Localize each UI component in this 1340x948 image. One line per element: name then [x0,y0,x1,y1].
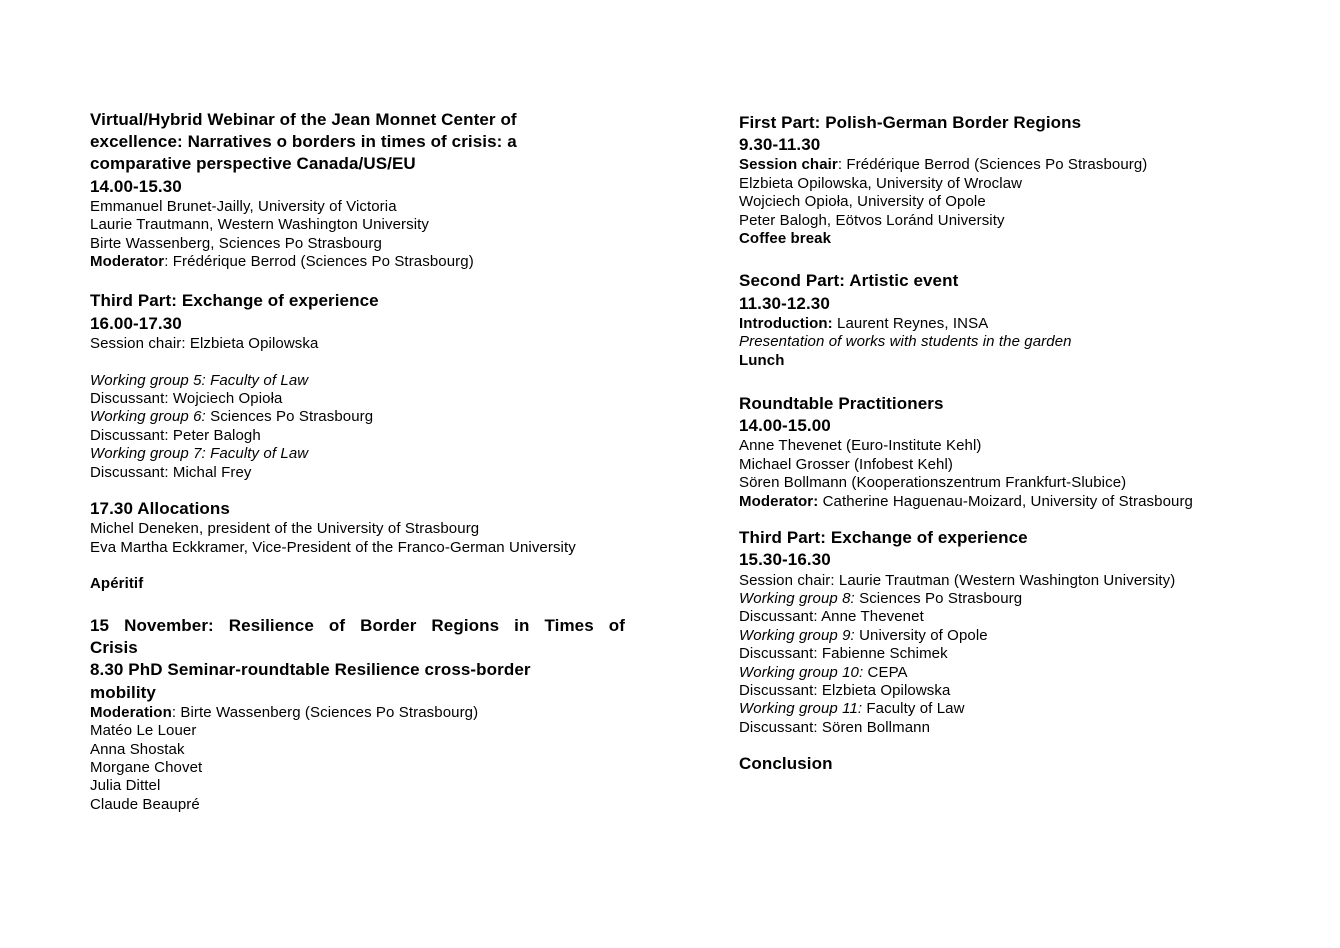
text-segment: Claude Beaupré [90,795,200,813]
section-heading [90,615,625,637]
text-segment: Working group 8: [739,589,855,607]
text-line [90,408,625,426]
text-segment: Morgane Chovet [90,758,203,776]
text-segment: Working group 10: [739,663,864,681]
left-column [90,109,625,814]
text-segment: Crisis [90,638,138,658]
program-section [739,527,1259,737]
section-heading [739,270,1259,292]
text-segment: Roundtable Practitioners [739,394,944,414]
section-heading [90,682,625,704]
text-line [739,437,1259,455]
section-heading [90,637,625,659]
text-segment: Eva Martha Eckkramer, Vice-President of the Franco-German University [90,538,576,556]
text-line [739,474,1259,492]
section-heading [739,549,1259,571]
text-segment: Introduction: [739,314,833,332]
section-heading [90,109,625,131]
text-segment: Session chair [739,156,838,174]
text-line [90,390,625,408]
blank-line [90,557,625,575]
text-segment: : Frédérique Berrod (Sciences Po Strasbourg) [837,156,1148,174]
section-heading [739,393,1259,415]
text-segment: Working group 9: [739,626,855,644]
text-line [739,456,1259,474]
text-segment: 14.00-15.30 [90,176,182,196]
text-segment: Laurie Trautmann, Western Washington University [90,216,430,234]
text-segment: Discussant: Michal Frey [90,463,252,481]
section-heading [90,176,625,198]
text-line [90,722,625,740]
text-segment: Sciences Po Strasbourg [205,408,374,426]
text-segment: Discussant: Wojciech Opioła [90,390,283,408]
text-line [739,700,1259,718]
text-segment: University of Opole [854,626,988,644]
text-segment: Working group 11: [739,700,863,718]
section-heading [739,293,1259,315]
text-segment: Lunch [739,351,785,369]
section-heading [90,313,625,335]
section-heading [90,290,625,312]
text-segment: Sören Bollmann (Kooperationszentrum Frankfurt-Slubice) [739,474,1127,492]
text-segment: 8.30 PhD Seminar-roundtable Resilience cross-border [90,660,531,680]
text-segment: : Birte Wassenberg (Sciences Po Strasbourg) [171,703,479,721]
section-heading [739,415,1259,437]
text-line [739,645,1259,663]
text-line [739,333,1259,351]
text-segment: Second Part: Artistic event [739,271,959,291]
text-segment: 17.30 Allocations [90,499,230,519]
text-segment: Catherine Haguenau-Moizard, University of Strasbourg [818,492,1193,510]
text-segment: Laurent Reynes, INSA [832,314,989,332]
program-section [739,270,1259,370]
text-segment: Discussant: Sören Bollmann [739,718,931,736]
text-line [90,253,625,271]
text-line [739,590,1259,608]
text-segment: Wojciech Opioła, University of Opole [739,193,986,211]
text-segment: comparative perspective Canada/US/EU [90,154,416,174]
text-line [739,682,1259,700]
text-segment: Peter Balogh, Eötvos Loránd University [739,211,1005,229]
text-segment: Session chair: Elzbieta Opilowska [90,334,319,352]
text-line [739,664,1259,682]
text-line [739,572,1259,590]
text-segment: Sciences Po Strasbourg [854,589,1023,607]
section-heading [739,527,1259,549]
text-segment: Michael Grosser (Infobest Kehl) [739,455,954,473]
text-line [90,704,625,722]
text-segment: 15.30-16.30 [739,550,831,570]
text-segment: 9.30-11.30 [739,135,821,155]
text-segment: 16.00-17.30 [90,313,182,333]
text-line [90,198,625,216]
text-line [739,719,1259,737]
program-section [739,112,1259,248]
text-segment: Anne Thevenet (Euro-Institute Kehl) [739,437,982,455]
text-line [739,608,1259,626]
text-segment: Apéritif [90,575,144,593]
text-segment: Third Part: Exchange of experience [739,528,1028,548]
text-segment: Session chair: Laurie Trautman (Western Washington University) [739,571,1176,589]
text-line [90,464,625,482]
text-segment: Working group 5: Faculty of Law [90,371,309,389]
text-segment: Emmanuel Brunet-Jailly, University of Victoria [90,197,397,215]
text-segment: Moderator [90,253,165,271]
text-segment: Birte Wassenberg, Sciences Po Strasbourg [90,234,382,252]
section-heading [739,134,1259,156]
text-segment: CEPA [863,663,908,681]
text-segment: Discussant: Elzbieta Opilowska [739,681,951,699]
text-line [739,230,1259,248]
right-column [739,112,1259,775]
program-section [739,393,1259,511]
text-segment: Working group 6: [90,408,206,426]
text-line [90,575,625,593]
text-line [90,372,625,390]
text-line [739,156,1259,174]
program-section [739,753,1259,775]
text-segment: Faculty of Law [862,700,965,718]
section-heading [90,659,625,681]
text-segment: Coffee break [739,230,832,248]
program-section [90,109,625,271]
text-line [90,796,625,814]
text-segment: Matéo Le Louer [90,722,197,740]
text-segment: Discussant: Anne Thevenet [739,608,924,626]
text-line [739,315,1259,333]
text-segment: Conclusion [739,754,833,774]
text-segment: Discussant: Fabienne Schimek [739,645,948,663]
text-segment: Moderator: [739,492,819,510]
text-segment: 14.00-15.00 [739,416,831,436]
text-segment: Elzbieta Opilowska, University of Wroclaw [739,174,1023,192]
text-segment: mobility [90,682,156,702]
text-line [739,212,1259,230]
text-line [90,759,625,777]
text-segment: Working group 7: Faculty of Law [90,445,309,463]
text-line [90,777,625,795]
text-line [739,175,1259,193]
text-line [739,352,1259,370]
text-line [90,520,625,538]
text-segment: Moderation [90,703,172,721]
program-section [90,498,625,594]
text-segment: Third Part: Exchange of experience [90,291,379,311]
text-line [90,539,625,557]
text-segment: 15 November: Resilience of Border Regions in Times of [90,615,625,635]
text-segment: Anna Shostak [90,740,185,758]
section-heading [739,112,1259,134]
text-segment: : Frédérique Berrod (Sciences Po Strasbourg) [164,253,474,271]
text-line [90,445,625,463]
section-heading [739,753,1259,775]
text-segment: Michel Deneken, president of the University of Strasbourg [90,520,480,538]
text-line [90,216,625,234]
text-segment: Presentation of works with students in the garden [739,333,1072,351]
text-line [90,235,625,253]
text-line [739,493,1259,511]
text-segment: 11.30-12.30 [739,293,830,313]
text-line [739,193,1259,211]
section-heading [90,131,625,153]
program-section [90,290,625,482]
text-segment: Julia Dittel [90,777,161,795]
text-segment: Virtual/Hybrid Webinar of the Jean Monnet Center of [90,110,517,129]
section-heading [90,153,625,175]
section-heading [90,498,625,520]
blank-line [90,353,625,371]
program-section [90,615,625,814]
text-line [90,427,625,445]
text-segment: Discussant: Peter Balogh [90,426,261,444]
text-line [90,741,625,759]
text-segment: First Part: Polish-German Border Regions [739,113,1082,132]
text-line [90,335,625,353]
text-segment: excellence: Narratives o borders in times of crisis: a [90,132,517,152]
text-line [739,627,1259,645]
